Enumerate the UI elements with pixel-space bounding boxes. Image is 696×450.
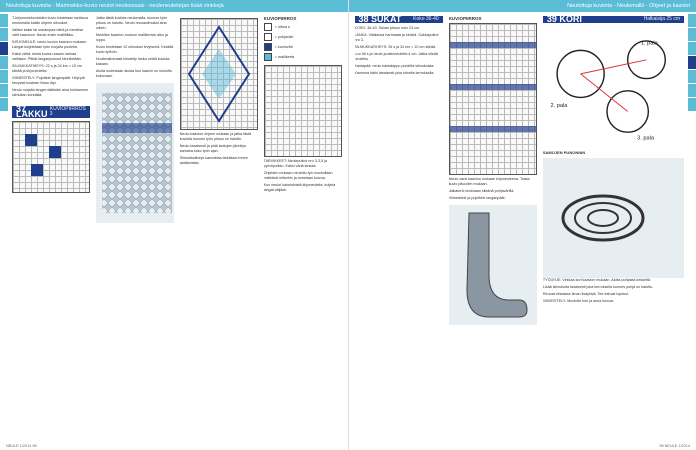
- paragraph: Reunat virkataan ilman lisäyksiä. Tee kahvat lopuksi.: [542, 292, 629, 296]
- paragraph: TYÖOHJE: Virkkaa kori kaavion mukaan. Aloita pohjasta keskeltä.: [542, 278, 652, 282]
- diagram-label: 2. pala: [550, 102, 568, 109]
- pattern-row: [450, 126, 536, 132]
- page-tab: [0, 14, 8, 27]
- paragraph: SILMUKKATIHEYS: 22 s ja 24 krs = 10 cm sileää ja kirjoneuletta.: [12, 64, 82, 73]
- text-column-4: [264, 16, 342, 442]
- basket-photo: [543, 158, 684, 278]
- diagram-caption: SAMOJEN PUNONNIN: [542, 150, 586, 155]
- sock-photo: [449, 205, 537, 325]
- pattern-chart-small: [12, 121, 90, 193]
- diagram-label: 3. pala: [636, 135, 654, 142]
- paragraph: Aloita uudestaan alusta kun kaavio on neulottu kokonaan.: [95, 69, 173, 78]
- paragraph: Neulo kaavion ohjeen mukaan ja jatka tästä kuviolla kunnes työn pituus on haluttu.: [179, 132, 252, 141]
- page-tab: [688, 98, 696, 111]
- paragraph: Kaksi väriä: toista kuvion kaavio lankaa vaihtaen. Pitkät langanjuoksut kiinnitetään.: [12, 52, 82, 61]
- section-title: 39 KORI: [546, 16, 582, 24]
- paragraph: VIIMEISTELY: Pujottele langanpäät. Höyrytä kevyesti kostean liinan läpi.: [12, 76, 85, 85]
- paragraph: Kun neulot kaksiväristä kirjoneuletta, kuljeta langat väljästi.: [263, 183, 336, 192]
- paragraph: Kavenna kärki tasaisesti joka toisella kerroksella.: [354, 71, 435, 75]
- sock-shape: [467, 213, 527, 317]
- paragraph: Viimeistele ja pujottele langanpäät.: [448, 196, 506, 200]
- section-title: 38 SUKAT: [358, 16, 402, 24]
- page-tab: [0, 56, 8, 69]
- page-tab: [0, 42, 8, 55]
- paragraph: Silmukkatiheys kannattaa tarkistaa ennen aloittamista.: [179, 156, 248, 165]
- knit-band: [102, 123, 172, 133]
- pattern-chart-side: [264, 65, 342, 157]
- paragraph: Merkitse kaavion ruutuun mallikerran alku ja loppu.: [95, 33, 168, 42]
- left-page-running-header: Neulottuja kuvioita - Marimekko-kuvio neulot neuleessasi - neuleneulekirjan lisää vinkkejä: [0, 0, 348, 12]
- paragraph: Jatka tästä kuviota neulomalla, kunnes työn pituus on haluttu. Neulo reunasilmukat aina oikein.: [95, 16, 168, 30]
- paragraph: Kuvio toistetaan 12 silmukan levyisenä. Keskitä kuvio työhön.: [95, 45, 174, 54]
- text-column-1: [12, 16, 90, 442]
- paragraph: Ohjeiden mukaan neulottu työ muotoillaan märkänä mittoihin ja annetaan kuivua.: [263, 171, 333, 180]
- paragraph: Valitse kaksi tai useampaa väriä ja merkitse värit kaavioon. Neulo ensin mallitilkku.: [12, 28, 84, 37]
- knit-swatch-svg: [96, 83, 174, 223]
- legend-row: [264, 23, 342, 31]
- basket-ring: [575, 203, 631, 233]
- paragraph: KIRJONEULE: neulo kuvion kaavion mukaan. Langat kuljetetaan työn nurjalla puolella.: [12, 40, 87, 49]
- right-text-column-2: [449, 16, 537, 442]
- paragraph: SILMUKKATIHEYS: 26 s ja 34 krs = 10 cm sileää.: [354, 45, 437, 49]
- left-page-footer: NEULE 1/2014 98: [6, 444, 37, 448]
- legend-row: [264, 43, 342, 51]
- legend-swatch: [264, 53, 272, 61]
- page-tab: [0, 84, 8, 97]
- pattern-block: [31, 164, 43, 176]
- left-page-tab-strip: [0, 14, 8, 111]
- page-tab: [688, 14, 696, 27]
- page-tab: [688, 56, 696, 69]
- legend-swatch: [264, 23, 272, 31]
- legend-label: = kuvioväri: [274, 44, 293, 49]
- pattern-block: [49, 146, 61, 158]
- paragraph: VIIMEISTELY: Muotoile kori ja anna kuivua.: [542, 299, 614, 303]
- kaavio-title: KUVIOPIIRROS: [448, 16, 482, 21]
- legend-label: = pohjaväri: [274, 34, 294, 39]
- section-header-38: [355, 16, 443, 23]
- paragraph: TARVIKKEET: Neulepuikot nro 3-3,5 ja pyöröpuikko. Kaksi väriä lankaa.: [263, 159, 328, 168]
- diagram-label: 1. pala: [640, 40, 658, 47]
- knit-photo: [96, 83, 174, 223]
- legend-row: [264, 53, 342, 61]
- chart-pattern-svg: [181, 19, 257, 129]
- pattern-row: [450, 42, 536, 48]
- chart-diamond-inner: [202, 49, 236, 99]
- paragraph: Neulo tasaisesti ja pidä lankojen jännitys samana koko työn ajan.: [179, 144, 246, 153]
- basket-ring: [588, 210, 618, 226]
- page-tab: [688, 84, 696, 97]
- sock-pattern-chart: [449, 23, 537, 175]
- paragraph: Jalkaterä neulotaan sileänä pohjavärillä.: [448, 189, 515, 193]
- section-subtitle: Halkaisija 25 cm: [643, 16, 680, 22]
- pattern-chart-main: [180, 18, 258, 130]
- page-tab: [0, 98, 8, 111]
- assembly-diagram-svg: [543, 28, 684, 148]
- right-page-tab-strip: [688, 14, 696, 111]
- paragraph: Neulo nurjalla langat ristikkäin aina kolmannen silmukan kohdalla.: [12, 88, 89, 97]
- right-text-column-3: [543, 16, 684, 442]
- legend-swatch: [264, 43, 272, 51]
- chart-pattern-svg: [450, 24, 536, 174]
- basket-illustration-svg: [543, 158, 684, 278]
- legend-label: = oikea s: [274, 24, 290, 29]
- page-tab: [0, 70, 8, 83]
- section-title: 37 LAKKU: [16, 104, 48, 119]
- text-column-3: [180, 16, 258, 442]
- paragraph: T-kirjoneulekuvioiden kuvio toistetaan tarkkuus neulomalla kaikki ohjeen silmukat.: [12, 16, 89, 25]
- paragraph: Luo 56 s ja neulo joustinneuletta 4 cm. Jatka sileää neuletta.: [354, 52, 438, 61]
- page-tab: [688, 42, 696, 55]
- sock-illustration-svg: [449, 205, 537, 325]
- paragraph: KOKO: 36-40. Sukan pituus noin 23 cm.: [354, 26, 421, 30]
- pattern-row: [450, 84, 536, 90]
- text-column-2: [96, 16, 174, 442]
- assembly-diagram: [543, 26, 684, 150]
- legend-label: = mallikerta: [274, 54, 295, 59]
- right-page: [349, 0, 696, 450]
- page-tab: [688, 28, 696, 41]
- diagram-line: [581, 60, 647, 74]
- pattern-block: [25, 134, 37, 146]
- page-tab: [688, 70, 696, 83]
- right-page-running-header: Neulottuja kuvioita - Neulemallit - Ohjeet ja kaaviot: [349, 0, 696, 12]
- right-text-column-1: [355, 16, 443, 442]
- section-subtitle: KUVIOPIIRROS 3: [49, 106, 86, 117]
- section-header-39: [543, 16, 684, 23]
- paragraph: Neulo varsi kaavion mukaan kirjoneuleena. Toista kuvio pituuden mukaan.: [448, 177, 530, 186]
- legend-row: [264, 33, 342, 41]
- paragraph: LANKA: Villalanka harmaata ja sinistä. Sukkapuikot nro 3.: [354, 33, 439, 42]
- diagram-ring: [607, 91, 648, 132]
- paragraph: Kantapää: neulo kantalappu puolella silmukoista.: [354, 64, 435, 68]
- knit-texture: [102, 93, 172, 213]
- chart-grid: [265, 66, 341, 156]
- chart-pattern-svg: [13, 122, 89, 192]
- diagram-ring: [557, 50, 604, 97]
- section-subtitle: Koko 36-40: [413, 16, 439, 22]
- page-tab: [0, 28, 8, 41]
- chart-legend-title: KUVIOPIIRROS: [263, 16, 297, 21]
- legend-swatch: [264, 33, 272, 41]
- right-page-footer: 98 NEULE 1/2014: [659, 444, 690, 448]
- section-header-37: [12, 106, 90, 118]
- paragraph: Lisää silmukoita tasaisesti joka kerroksella kunnes pohja on haluttu.: [542, 285, 654, 289]
- paragraph: Huolimattomasti kiristetty lanka vetää kuviota kasaan.: [95, 57, 170, 66]
